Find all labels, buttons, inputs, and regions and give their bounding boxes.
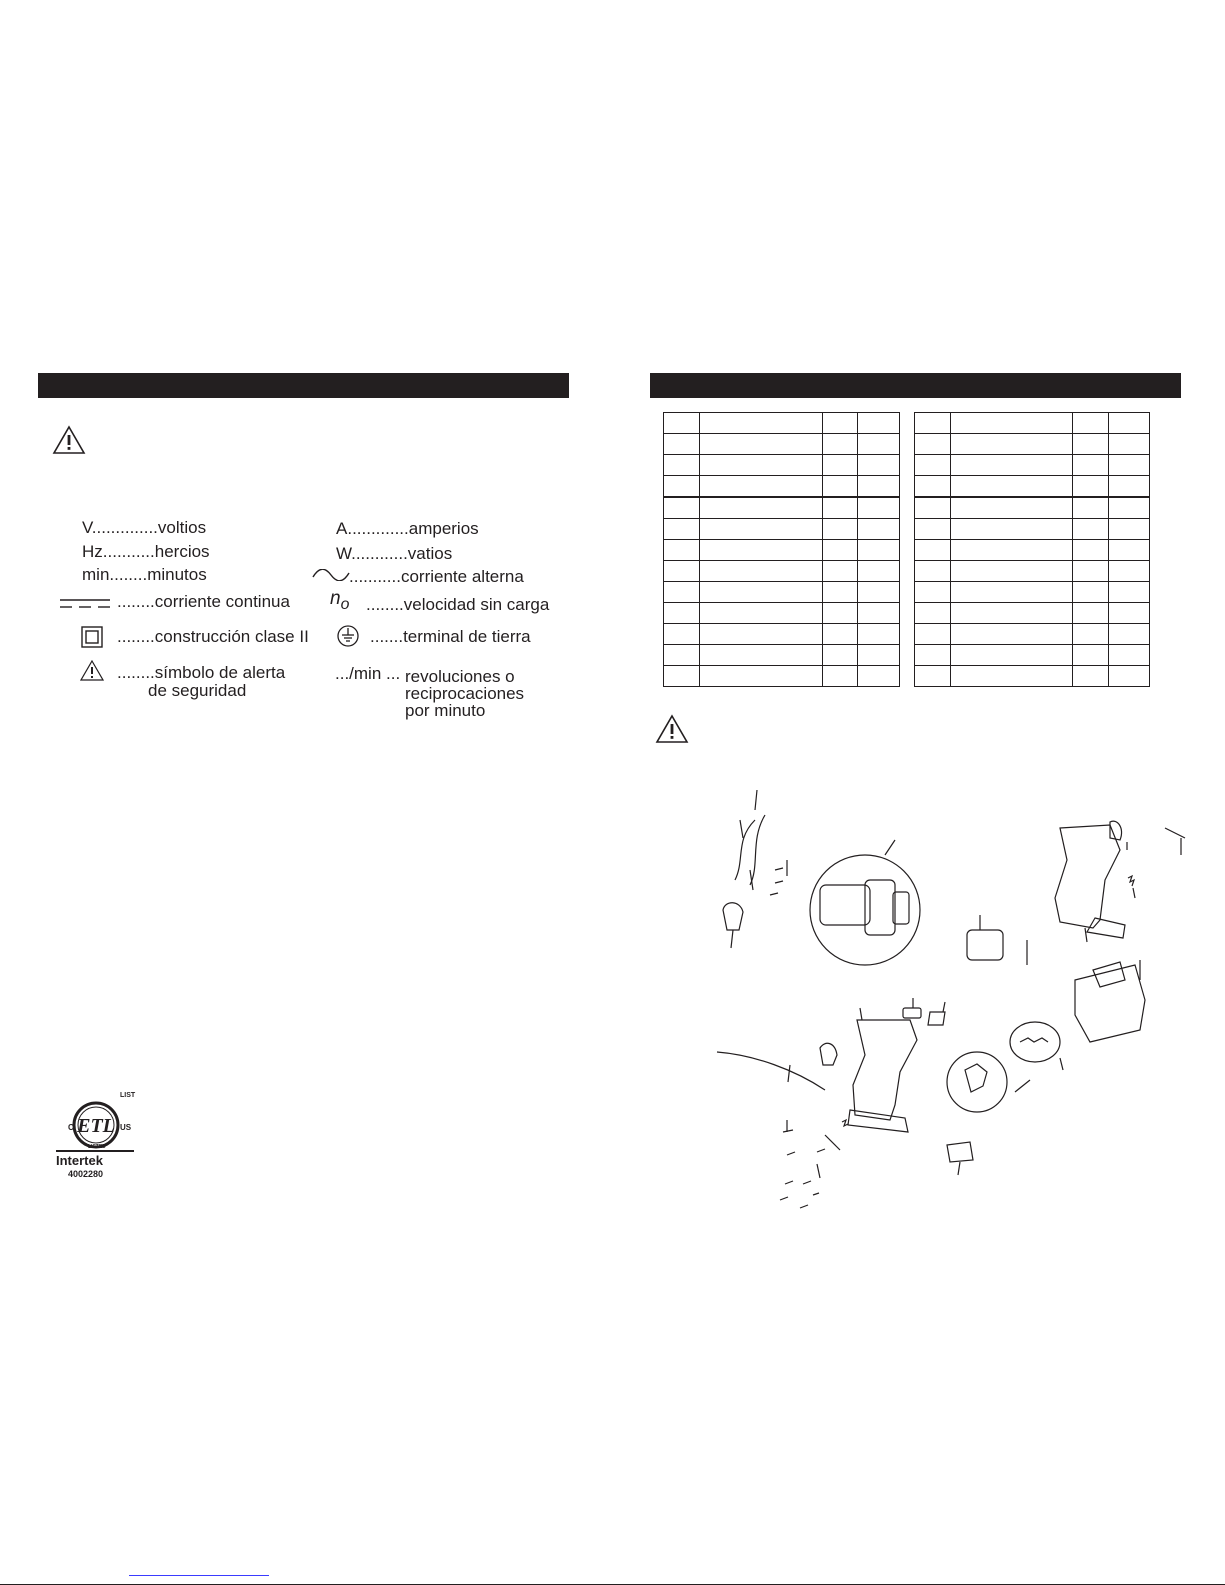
table-row	[915, 434, 1150, 455]
symbol-alternating-current: ...........corriente alterna	[349, 567, 524, 586]
lanyard-strap	[717, 1052, 825, 1090]
table-cell	[858, 434, 900, 455]
table-cell	[858, 476, 900, 498]
housing-half-left	[853, 1020, 917, 1120]
symbol-minutes: min........minutos	[82, 565, 207, 584]
symbol-safety-alert: ........símbolo de alerta	[117, 663, 286, 682]
table-cell	[823, 645, 858, 666]
table-row	[915, 476, 1150, 498]
table-cell	[915, 561, 951, 582]
table-row	[915, 561, 1150, 582]
table-cell	[858, 561, 900, 582]
table-cell	[1073, 582, 1109, 603]
symbol-per-minute-line3: por minuto	[405, 701, 486, 720]
table-cell	[1109, 413, 1150, 434]
symbol-amperes: A.............amperios	[336, 519, 479, 538]
section-header-bar-right	[650, 373, 1181, 398]
table-cell	[823, 519, 858, 540]
table-cell	[1109, 497, 1150, 519]
table-cell	[823, 582, 858, 603]
table-cell	[699, 624, 822, 645]
table-cell	[858, 519, 900, 540]
warning-triangle-icon	[52, 425, 86, 455]
table-row	[915, 519, 1150, 540]
symbol-hertz: Hz...........hercios	[82, 542, 210, 561]
table-cell	[664, 497, 700, 519]
table-cell	[699, 413, 822, 434]
table-cell	[858, 413, 900, 434]
table-row	[664, 645, 900, 666]
table-cell	[699, 645, 822, 666]
table-cell	[858, 624, 900, 645]
warning-triangle-icon	[655, 714, 689, 744]
table-cell	[915, 519, 951, 540]
table-cell	[699, 497, 822, 519]
table-cell	[858, 645, 900, 666]
table-cell	[1109, 624, 1150, 645]
table-cell	[823, 540, 858, 561]
table-cell	[950, 540, 1072, 561]
table-cell	[699, 519, 822, 540]
table-row	[664, 561, 900, 582]
table-cell	[858, 455, 900, 476]
table-row	[915, 540, 1150, 561]
table-cell	[858, 603, 900, 624]
direct-current-icon	[60, 598, 110, 610]
table-cell	[950, 603, 1072, 624]
table-cell	[1073, 561, 1109, 582]
table-cell	[950, 476, 1072, 498]
screws-group-top	[770, 860, 787, 895]
symbol-direct-current: ........corriente continua	[117, 592, 290, 611]
table-cell	[950, 519, 1072, 540]
symbol-per-minute: .../min ...	[335, 664, 401, 683]
table-cell	[915, 497, 951, 519]
symbol-volts: V..............voltios	[82, 518, 207, 537]
table-cell	[915, 455, 951, 476]
table-cell	[915, 582, 951, 603]
table-cell	[699, 455, 822, 476]
table-cell	[699, 476, 822, 498]
symbol-no-load-speed: ........velocidad sin carga	[366, 595, 550, 614]
table-cell	[699, 434, 822, 455]
table-row	[664, 476, 900, 498]
table-cell	[1073, 624, 1109, 645]
table-cell	[915, 624, 951, 645]
table-cell	[1073, 497, 1109, 519]
table-cell	[950, 561, 1072, 582]
class-ii-construction-icon	[81, 626, 103, 648]
table-cell	[664, 645, 700, 666]
table-cell	[664, 413, 700, 434]
table-cell	[699, 666, 822, 687]
table-cell	[664, 434, 700, 455]
table-row	[664, 603, 900, 624]
table-cell	[950, 582, 1072, 603]
table-cell	[915, 540, 951, 561]
table-cell	[950, 413, 1072, 434]
symbol-per-minute-line2: reciprocaciones	[405, 684, 525, 703]
screws-group-bottom	[780, 1120, 825, 1208]
table-cell	[1109, 434, 1150, 455]
table-row	[664, 434, 900, 455]
table-cell	[664, 519, 700, 540]
table-cell	[950, 624, 1072, 645]
table-cell	[699, 561, 822, 582]
table-cell	[1109, 666, 1150, 687]
table-cell	[699, 582, 822, 603]
table-cell	[915, 645, 951, 666]
table-cell	[858, 540, 900, 561]
table-cell	[1109, 519, 1150, 540]
table-cell	[1109, 476, 1150, 498]
table-cell	[1109, 455, 1150, 476]
table-cell	[823, 497, 858, 519]
table-row	[664, 582, 900, 603]
parts-table-right	[914, 412, 1150, 687]
table-cell	[858, 497, 900, 519]
table-cell	[915, 434, 951, 455]
table-cell	[823, 476, 858, 498]
table-cell	[1073, 645, 1109, 666]
safety-alert-icon	[80, 660, 104, 681]
table-cell	[915, 413, 951, 434]
table-row	[915, 603, 1150, 624]
table-cell	[1073, 476, 1109, 498]
battery-pack	[1075, 965, 1145, 1042]
table-cell	[664, 624, 700, 645]
table-row	[664, 666, 900, 687]
link-underline	[129, 1575, 269, 1576]
table-cell	[823, 561, 858, 582]
table-cell	[1073, 603, 1109, 624]
symbol-per-minute-line1: revoluciones o	[405, 667, 515, 686]
table-cell	[950, 666, 1072, 687]
table-cell	[823, 434, 858, 455]
table-row	[664, 413, 900, 434]
table-cell	[664, 603, 700, 624]
table-cell	[1073, 519, 1109, 540]
symbol-no-load-speed-abbr: $n_o$	[330, 588, 350, 613]
table-row	[915, 645, 1150, 666]
earth-terminal-icon	[337, 625, 359, 647]
table-row	[664, 624, 900, 645]
table-cell	[1109, 540, 1150, 561]
table-cell	[699, 603, 822, 624]
table-row	[664, 455, 900, 476]
symbol-class-ii: ........construcción clase II	[117, 627, 309, 646]
table-cell	[1073, 666, 1109, 687]
table-cell	[1109, 603, 1150, 624]
table-cell	[664, 666, 700, 687]
table-cell	[1073, 434, 1109, 455]
table-row	[664, 519, 900, 540]
table-cell	[950, 645, 1072, 666]
table-cell	[664, 476, 700, 498]
table-cell	[1073, 455, 1109, 476]
table-row	[915, 497, 1150, 519]
housing-half-right	[1055, 825, 1120, 928]
table-row	[915, 582, 1150, 603]
table-cell	[823, 666, 858, 687]
table-cell	[664, 455, 700, 476]
table-cell	[950, 497, 1072, 519]
table-cell	[823, 603, 858, 624]
chuck	[967, 930, 1003, 960]
exploded-parts-diagram	[715, 780, 1205, 1225]
table-cell	[950, 455, 1072, 476]
table-cell	[915, 476, 951, 498]
table-cell	[858, 666, 900, 687]
table-row	[915, 455, 1150, 476]
table-cell	[664, 561, 700, 582]
table-cell	[699, 540, 822, 561]
table-cell	[950, 434, 1072, 455]
table-cell	[664, 582, 700, 603]
table-cell	[1073, 413, 1109, 434]
table-cell	[823, 413, 858, 434]
table-cell	[915, 666, 951, 687]
table-row	[915, 666, 1150, 687]
symbol-earth-terminal: .......terminal de tierra	[370, 627, 531, 646]
table-cell	[823, 624, 858, 645]
svg-text:ETL: ETL	[77, 1115, 115, 1137]
table-cell	[664, 540, 700, 561]
alternating-current-icon	[311, 569, 351, 581]
table-cell	[1109, 582, 1150, 603]
table-cell	[1109, 561, 1150, 582]
symbol-watts: W............vatios	[336, 544, 453, 563]
table-cell	[1073, 540, 1109, 561]
table-cell	[823, 455, 858, 476]
table-row	[664, 497, 900, 519]
table-row	[664, 540, 900, 561]
table-cell	[915, 603, 951, 624]
parts-table-left	[663, 412, 900, 687]
symbol-safety-alert-line2: de seguridad	[148, 681, 247, 700]
table-row	[915, 624, 1150, 645]
table-row	[915, 413, 1150, 434]
section-header-bar-left	[38, 373, 569, 398]
table-cell	[1109, 645, 1150, 666]
table-cell	[858, 582, 900, 603]
